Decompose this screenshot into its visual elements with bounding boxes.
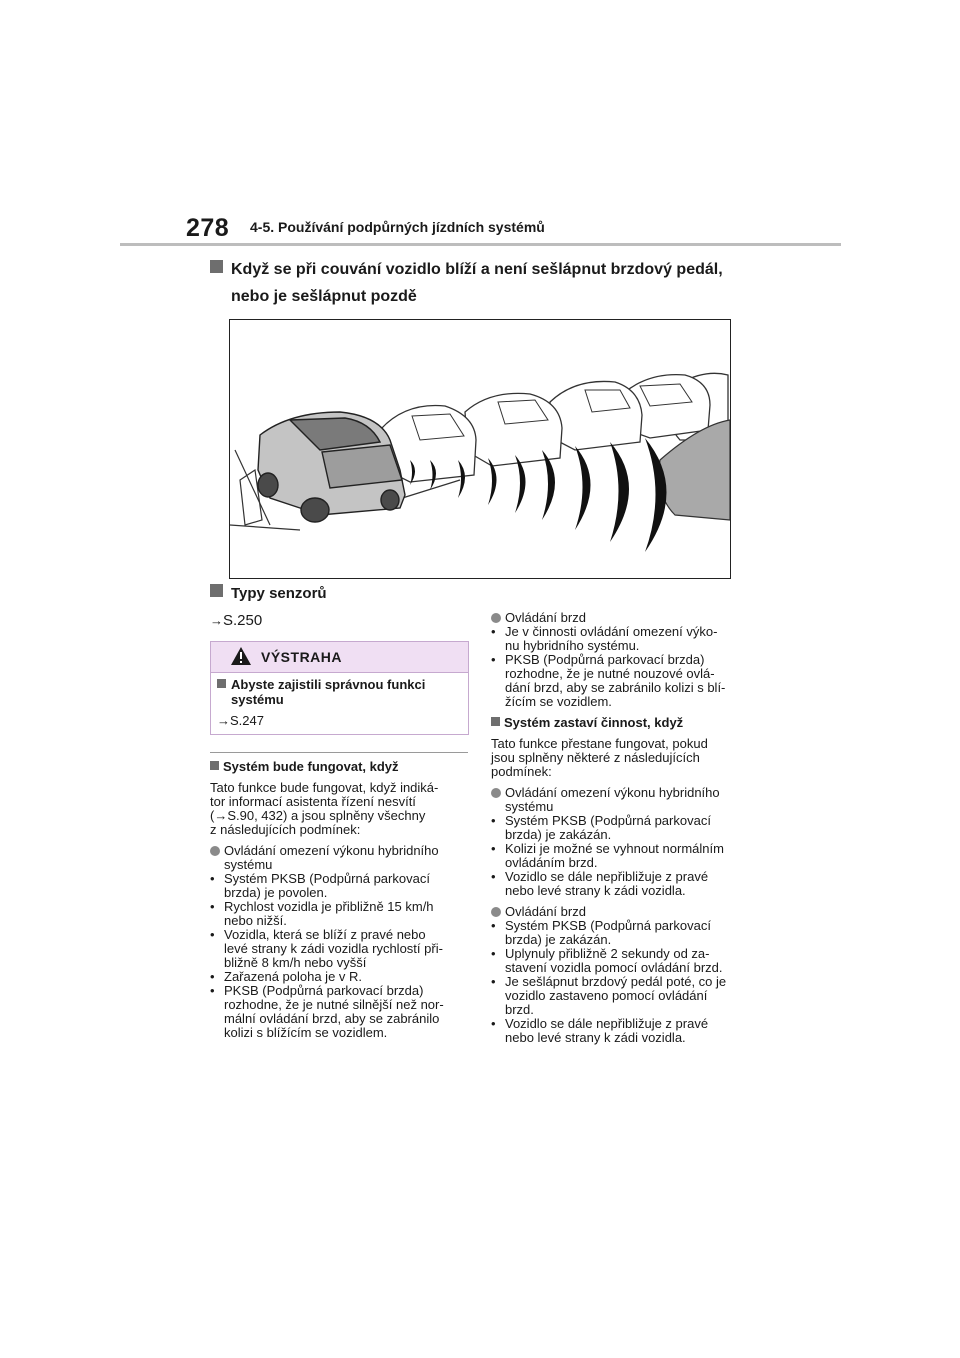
section-heading <box>210 256 770 310</box>
sensor-types-ref-text: S.250 <box>223 612 263 629</box>
list-item-cont: brzda) je zakázán. <box>505 932 612 947</box>
warning-subheading-line1: Abyste zajistili správnou funkci <box>231 677 426 692</box>
list-item-text: Je v činnosti ovládání omezení výko- <box>505 624 718 639</box>
list-item-cont: vozidlo zastaveno pomocí ovládání <box>505 988 708 1003</box>
warning-box <box>210 641 469 735</box>
right-column <box>491 611 761 1045</box>
intro-line: Tato funkce přestane fungovat, pokud <box>491 736 708 751</box>
list-item-cont: nebo nižší. <box>224 913 287 928</box>
list-item: • Je v činnosti ovládání omezení výko- <box>491 624 718 639</box>
warning-subheading <box>217 677 462 707</box>
round-bullet-icon <box>491 613 501 623</box>
operation-subheading-text: Systém bude fungovat, když <box>223 759 399 774</box>
stop-subheading-text: Systém zastaví činnost, když <box>504 715 684 730</box>
list-item-cont: kolizi s blížícím se vozidlem. <box>224 1025 388 1040</box>
list-item-title-text: Ovládání brzd <box>505 610 586 625</box>
list-item-text: Systém PKSB (Podpůrná parkovací <box>505 918 711 933</box>
list-item-text: Systém PKSB (Podpůrná parkovací <box>505 813 711 828</box>
list-item-title <box>491 786 761 800</box>
intro-line: z následujících podmínek: <box>210 822 361 837</box>
list-item-cont: rozhodne, že je nutné silnější než nor- <box>224 997 444 1012</box>
list-item-cont: nebo levé strany k zádi vozidla. <box>505 1030 686 1045</box>
header-divider <box>120 243 841 246</box>
intro-line-ref: (→S.90, 432) a jsou splněny všechny <box>210 808 426 823</box>
list-item-text: Zařazená poloha je v R. <box>224 969 363 984</box>
square-bullet-icon <box>210 761 219 770</box>
list-item: • Systém PKSB (Podpůrná parkovací <box>491 813 711 828</box>
list-item-cont: žícím se vozidlem. <box>505 694 612 709</box>
list-item-cont: dání brzd, aby se zabránilo kolizi s blí- <box>505 680 726 695</box>
stop-subheading <box>491 716 761 730</box>
list-item-title-text: Ovládání omezení výkonu hybridního <box>224 843 439 858</box>
right-arrow-icon: → <box>217 713 230 728</box>
list-item-cont: brzda) je zakázán. <box>505 827 612 842</box>
square-bullet-icon <box>210 584 223 597</box>
sensor-types-reference[interactable] <box>210 612 262 629</box>
list-item: • Vozidlo se dále nepřibližuje z pravé <box>491 869 709 884</box>
warning-title: VÝSTRAHA <box>261 649 343 665</box>
list-item-cont: levé strany k zádi vozidla rychlostí při- <box>224 941 443 956</box>
left-column <box>210 760 472 1040</box>
list-item: • Rychlost vozidla je přibližně 15 km/h <box>210 899 434 914</box>
list-item-cont: brzda) je povolen. <box>224 885 328 900</box>
sensor-types-heading <box>210 584 327 602</box>
list-item-text: Uplynuly přibližně 2 sekundy od za- <box>505 946 710 961</box>
column-separator <box>210 752 468 753</box>
round-bullet-icon <box>210 846 220 856</box>
list-item: • Vozidla, která se blíží z pravé nebo <box>210 927 426 942</box>
list-item-cont: nu hybridního systému. <box>505 638 640 653</box>
right-arrow-icon: → <box>214 808 228 823</box>
list-item: • Uplynuly přibližně 2 sekundy od za- <box>491 946 710 961</box>
list-item-title-text: Ovládání omezení výkonu hybridního <box>505 785 720 800</box>
page-number: 278 <box>186 214 230 242</box>
intro-line: podmínek: <box>491 764 552 779</box>
parking-scene-drawing <box>230 320 730 578</box>
section-heading-line2: nebo je sešlápnut pozdě <box>231 288 417 305</box>
list-item-cont: ovládáním brzd. <box>505 855 598 870</box>
list-item-title-cont: systému <box>224 857 273 872</box>
list-item: • Kolizi je možné se vyhnout normálním <box>491 841 724 856</box>
warning-subheading-line2: systému <box>231 692 284 707</box>
intro-line: jsou splněny některé z následujících <box>491 750 700 765</box>
list-item-text: PKSB (Podpůrná parkovací brzda) <box>505 652 705 667</box>
list-item-cont: stavení vozidla pomocí ovládání brzd. <box>505 960 723 975</box>
list-item-text: Vozidla, která se blíží z pravé nebo <box>224 927 426 942</box>
list-item-text: Systém PKSB (Podpůrná parkovací <box>224 871 430 886</box>
chapter-title: 4-5. Používání podpůrných jízdních systémů <box>250 219 545 235</box>
list-item: • Systém PKSB (Podpůrná parkovací <box>210 871 430 886</box>
list-item-title-text: Ovládání brzd <box>505 904 586 919</box>
list-item: • Zařazená poloha je v R. <box>210 969 363 984</box>
list-item-title <box>210 844 472 858</box>
list-item: • Systém PKSB (Podpůrná parkovací <box>491 918 711 933</box>
list-item-cont: bližně 8 km/h nebo vyšší <box>224 955 367 970</box>
list-item: • Je sešlápnut brzdový pedál poté, co je <box>491 974 727 989</box>
warning-reference[interactable] <box>217 713 264 728</box>
warning-triangle-icon <box>230 646 252 666</box>
parking-illustration <box>229 319 731 579</box>
round-bullet-icon <box>491 788 501 798</box>
list-item-text: PKSB (Podpůrná parkovací brzda) <box>224 983 424 998</box>
intro-line: tor informací asistenta řízení nesvítí <box>210 794 416 809</box>
intro-line: Tato funkce bude fungovat, když indiká- <box>210 780 439 795</box>
operation-subheading <box>210 760 472 774</box>
list-item-cont: nebo levé strany k zádi vozidla. <box>505 883 686 898</box>
list-item-title <box>491 611 761 625</box>
list-item-cont: brzd. <box>505 1002 534 1017</box>
square-bullet-icon <box>210 260 223 273</box>
list-item: • Vozidlo se dále nepřibližuje z pravé <box>491 1016 709 1031</box>
list-item-text: Vozidlo se dále nepřibližuje z pravé <box>505 1016 709 1031</box>
list-item-title-cont: systému <box>505 799 554 814</box>
intro-ref-text: S.90, 432) a jsou splněny všechny <box>227 808 426 823</box>
section-heading-line1: Když se při couvání vozidlo blíží a není sešlápnut brzdový pedál, <box>231 261 723 278</box>
square-bullet-icon <box>217 679 226 688</box>
warning-ref-text: S.247 <box>230 713 264 728</box>
list-item-text: Vozidlo se dále nepřibližuje z pravé <box>505 869 709 884</box>
list-item: • PKSB (Podpůrná parkovací brzda) <box>210 983 424 998</box>
list-item-cont: rozhodne, že je nutné nouzové ovlá- <box>505 666 715 681</box>
sensor-types-heading-text: Typy senzorů <box>231 585 327 602</box>
list-item: • PKSB (Podpůrná parkovací brzda) <box>491 652 705 667</box>
round-bullet-icon <box>491 907 501 917</box>
list-item-text: Je sešlápnut brzdový pedál poté, co je <box>505 974 727 989</box>
list-item-title <box>491 905 761 919</box>
warning-header <box>211 642 468 673</box>
list-item-text: Kolizi je možné se vyhnout normálním <box>505 841 724 856</box>
list-item-text: Rychlost vozidla je přibližně 15 km/h <box>224 899 434 914</box>
square-bullet-icon <box>491 717 500 726</box>
list-item-cont: mální ovládání brzd, aby se zabránilo <box>224 1011 440 1026</box>
right-arrow-icon: → <box>210 613 223 628</box>
